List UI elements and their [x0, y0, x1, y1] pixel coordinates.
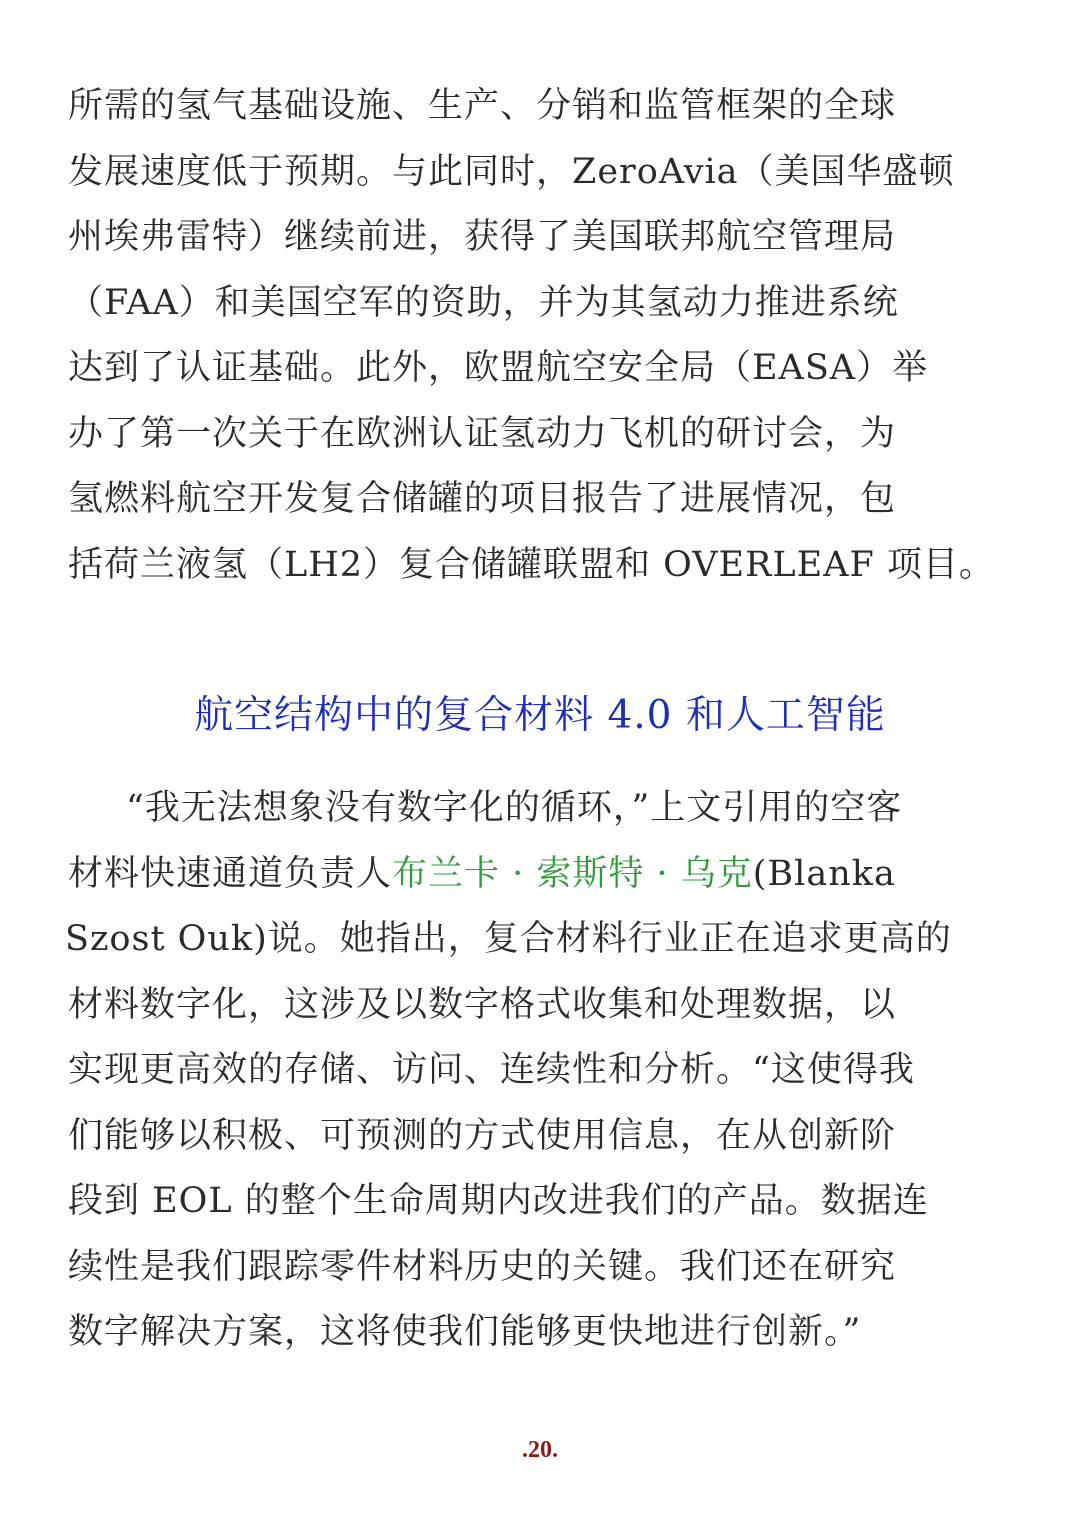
paragraph-hydrogen-aviation: [68, 74, 1028, 598]
paragraph-line: “我无法想象没有数字化的循环，”上文引用的空客: [126, 788, 903, 828]
paragraph-line: Szost Ouk)说。她指出，复合材料行业正在追求更高的: [65, 919, 952, 959]
page-number: .20.: [522, 1437, 558, 1463]
paragraph-text: (Blanka: [752, 853, 896, 894]
paragraph-line: 段到 EOL 的整个生命周期内改进我们的产品。数据连: [68, 1181, 929, 1221]
paragraph-line: 材料数字化，这涉及以数字格式收集和处理数据，以: [68, 984, 897, 1025]
paragraph-line: 氢燃料航空开发复合储罐的项目报告了进展情况，包: [68, 479, 897, 519]
paragraph-line: [68, 842, 1028, 908]
paragraph-line: 们能够以积极、可预测的方式使用信息，在从创新阶: [68, 1115, 897, 1156]
paragraph-line: 续性是我们跟踪零件材料历史的关键。我们还在研究: [68, 1246, 897, 1287]
section-heading: 航空结构中的复合材料 4.0 和人工智能: [194, 693, 886, 738]
paragraph-line: 达到了认证基础。此外，欧盟航空安全局（EASA）举: [68, 348, 929, 388]
paragraph-line: 办了第一次关于在欧洲认证氢动力飞机的研讨会，为: [68, 413, 897, 454]
highlighted-person-name: 布兰卡 · 索斯特 · 乌克: [392, 853, 753, 894]
paragraph-line: 发展速度低于预期。与此同时，ZeroAvia（美国华盛顿: [68, 151, 955, 192]
paragraph-line: 所需的氢气基础设施、生产、分销和监管框架的全球: [68, 86, 897, 126]
paragraph-line: 实现更高效的存储、访问、连续性和分析。“这使得我: [68, 1050, 915, 1090]
paragraph-line: 括荷兰液氢（LH2）复合储罐联盟和 OVERLEAF 项目。: [68, 544, 995, 585]
paragraph-line: 数字解决方案，这将使我们能够更快地进行创新。”: [68, 1312, 862, 1352]
paragraph-text: 材料快速通道负责人: [68, 853, 393, 894]
paragraph-line: （FAA）和美国空军的资助，并为其氢动力推进系统: [68, 282, 899, 323]
paragraph-composites-digitalization: [65, 776, 1028, 1366]
paragraph-line: 州埃弗雷特）继续前进，获得了美国联邦航空管理局: [68, 217, 897, 257]
